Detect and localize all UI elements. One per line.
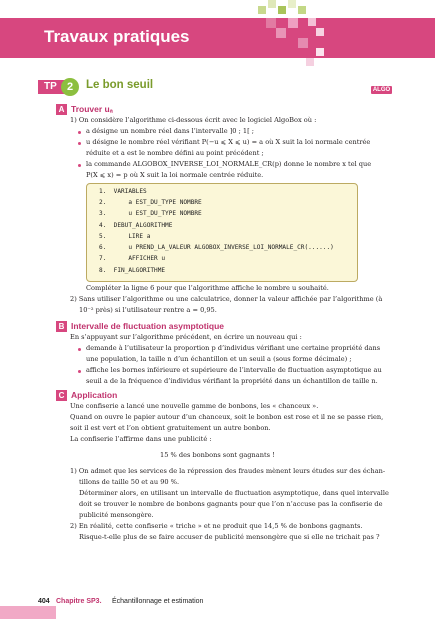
section-a-line: a désigne un nombre réel dans l’intervalle ]0 ; 1[ ; xyxy=(86,127,254,135)
section-a-line: P(X ⩽ x) = p où X suit la loi normale centrée réduite. xyxy=(86,171,264,179)
bullet-icon xyxy=(78,370,81,373)
bullet-icon xyxy=(78,164,81,167)
section-a-letter: A xyxy=(56,104,67,115)
bullet-icon xyxy=(78,131,81,134)
code-line: 5. LIRE a xyxy=(99,233,151,240)
deco-square xyxy=(316,48,324,56)
section-b-line: demande à l’utilisateur la proportion p d’individus vérifiant une certaine propriété dans xyxy=(86,344,381,352)
question-1-line: doit se trouver le nombre de bonbons gagnants pour que l’on n’accuse pas la confiserie de xyxy=(79,500,383,508)
deco-square xyxy=(266,18,276,28)
deco-square xyxy=(278,6,286,14)
deco-square xyxy=(288,0,296,8)
code-line: 6. u PREND_LA_VALEUR ALGOBOX_INVERSE_LOI_NORMALE_CR(......) xyxy=(99,244,334,251)
deco-square xyxy=(268,0,276,8)
deco-square xyxy=(298,6,306,14)
section-b-title: Intervalle de fluctuation asymptotique xyxy=(71,321,225,331)
deco-square xyxy=(288,18,298,28)
section-c-line: soit il est vert et l’on obtient gratuitement un autre bonbon. xyxy=(70,424,271,432)
bullet-icon xyxy=(78,142,81,145)
tp-number-badge: 2 xyxy=(61,78,79,96)
question-2-line: 2) En réalité, cette confiserie « triche » et ne produit que 14,5 % de bonbons gagnants. xyxy=(70,522,363,530)
section-a-line: u désigne le nombre réel vérifiant P(−u ⩽ X ⩽ u) = a où X suit la loi normale centrée xyxy=(86,138,371,146)
tp-badge: TP xyxy=(38,80,68,94)
section-a-line: réduite et a est le nombre défini au point précédent ; xyxy=(86,149,264,157)
bullet-icon xyxy=(78,348,81,351)
code-line: 4. DEBUT_ALGORITHME xyxy=(99,222,173,229)
section-c-line: Une confiserie a lancé une nouvelle gamme de bonbons, les « chanceux ». xyxy=(70,402,319,410)
code-line: 8. FIN_ALGORITHME xyxy=(99,267,166,274)
section-c-line: Quand on ouvre le papier autour d’un chanceux, soit le bonbon est rose et il ne se passe rien, xyxy=(70,413,384,421)
question-1-line: publicité mensongère. xyxy=(79,511,154,519)
algo-tag: ALGO xyxy=(372,87,391,93)
deco-square xyxy=(258,6,266,14)
page-number: 404 xyxy=(38,598,50,605)
banner xyxy=(0,0,435,72)
section-a-after: 10⁻² près) si l’utilisateur rentre a = 0,95. xyxy=(79,306,217,314)
code-line: 1. VARIABLES xyxy=(99,188,147,195)
question-2-line: Risque-t-elle plus de se faire accuser de publicité mensongère que si elle ne trichait pas ? xyxy=(79,533,380,541)
deco-square xyxy=(316,28,324,36)
question-1-line: tillons de taille 50 et au 90 %. xyxy=(79,478,180,486)
tp-title: Le bon seuil xyxy=(86,79,154,91)
deco-square xyxy=(298,38,308,48)
code-line: 2. a EST_DU_TYPE NOMBRE xyxy=(99,199,202,206)
section-b-line: En s’appuyant sur l’algorithme précédent, en écrire un nouveau qui : xyxy=(70,333,302,341)
section-c-letter: C xyxy=(56,390,67,401)
section-a-after: 2) Sans utiliser l’algorithme ou une calculatrice, donner la valeur affichée par l’algorithme (à xyxy=(70,295,383,303)
section-a-after: Compléter la ligne 6 pour que l’algorithme affiche le nombre u souhaité. xyxy=(86,284,329,292)
section-c-line: La confiserie l’affirme dans une publicité : xyxy=(70,435,212,443)
question-1-line: 1) On admet que les services de la répression des fraudes mènent leurs études sur des échan- xyxy=(70,467,386,475)
publicity-quote: 15 % des bonbons sont gagnants ! xyxy=(160,451,275,459)
section-c-title: Application xyxy=(71,390,118,400)
deco-square xyxy=(308,18,316,26)
deco-square xyxy=(276,28,286,38)
footer-chapter: Chapitre SP3. xyxy=(56,598,102,605)
footer-subtitle: Échantillonnage et estimation xyxy=(112,598,204,605)
algorithm-code-box xyxy=(86,183,358,282)
section-a-line: 1) On considère l’algorithme ci-dessous écrit avec le logiciel AlgoBox où : xyxy=(70,116,317,124)
question-1-line: Déterminer alors, en utilisant un intervalle de fluctuation asymptotique, dans quel intervalle xyxy=(79,489,389,497)
section-b-letter: B xyxy=(56,321,67,332)
banner-title: Travaux pratiques xyxy=(44,27,190,46)
footer-color-box xyxy=(0,606,56,619)
section-b-line: affiche les bornes inférieure et supérieure de l’intervalle de fluctuation asymptotique au xyxy=(86,366,382,374)
section-a-title: Trouver uₐ xyxy=(71,104,113,114)
section-b-line: seuil a de la fréquence d’individus vérifiant la propriété dans un échantillon de taille n. xyxy=(86,377,378,385)
section-b-line: une population, la taille n d’un échantillon et un seuil a (sous forme décimale) ; xyxy=(86,355,352,363)
section-a-line: la commande ALGOBOX_INVERSE_LOI_NORMALE_CR(p) donne le nombre x tel que xyxy=(86,160,372,168)
deco-square xyxy=(306,58,314,66)
code-line: 7. AFFICHER u xyxy=(99,255,166,262)
code-line: 3. u EST_DU_TYPE NOMBRE xyxy=(99,210,202,217)
